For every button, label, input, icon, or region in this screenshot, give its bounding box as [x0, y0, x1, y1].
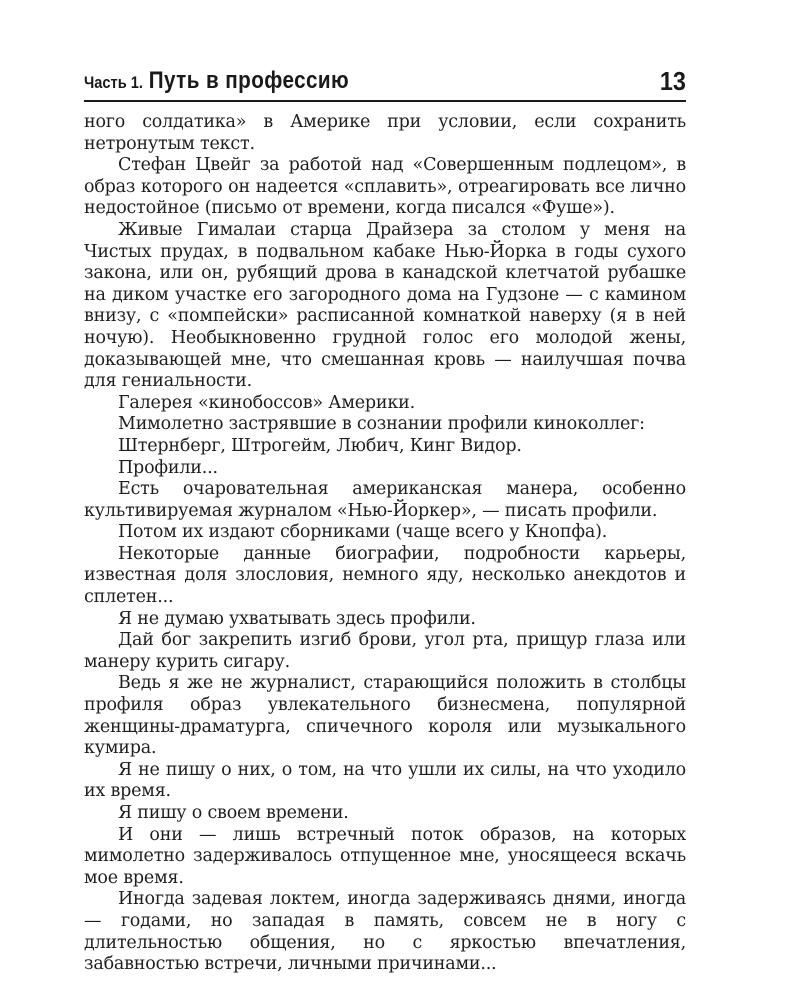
paragraph: Иногда задевая локтем, иногда задерживаясь днями, иногда — годами, но западая в память, совсем не в ногу с длительностью общения, но с яркостью впечатления, забавностью встречи, личными причинами...: [84, 889, 686, 975]
paragraph: Дай бог закрепить изгиб брови, угол рта, прищур глаза или манеру курить сигару.: [84, 630, 686, 672]
paragraph: Я не пишу о них, о том, на что ушли их силы, на что уходило их время.: [84, 759, 686, 802]
paragraph: Потом их издают сборниками (чаще всего у Кнопфа).: [118, 522, 608, 543]
part-label: Часть 1.: [84, 73, 143, 92]
chapter-title: Путь в профессию: [148, 67, 350, 94]
paragraph: Стефан Цвейг за работой над «Совершенным подлецом», в образ которого он надеется «сплавить», отреагировать все лично недостойное (письмо от времени, когда писался «Фуше»).: [84, 155, 686, 219]
paragraph: Некоторые данные биографии, подробности карьеры, известная доля злословия, немного яду, несколько анекдотов и сплетен...: [84, 543, 686, 608]
paragraph: Галерея «кинобоссов» Америки.: [118, 392, 415, 413]
page-number: 13: [659, 66, 686, 96]
paragraph: Живые Гималаи старца Драйзера за столом у меня на Чистых прудах, в подвальном кабаке Нью-Йорка в годы сухого закона, или он, рубящий дрова в канадской клетчатой рубашке на диком участке его загородного дома на Гудзоне — с камином внизу, с «помпейски» расписанной комнаткой наверху (я в ней ночую). Необыкновенно грудной голос его молодой жены, доказывающей мне, что смешанная кровь — наилучшая почва для гениальности.: [84, 219, 686, 392]
paragraph: Штернберг, Штрогейм, Любич, Кинг Видор.: [118, 435, 522, 456]
paragraph: Есть очаровательная американская манера, особенно культивируемая журналом «Нью-Йоркер», — писать профили.: [84, 479, 686, 521]
paragraph: ного солдатика» в Америке при условии, если сохранить нетронутым текст.: [84, 112, 686, 154]
running-header: [84, 66, 686, 102]
paragraph: Мимолетно застрявшие в сознании профили киноколлег:: [118, 414, 645, 435]
header-chapter: [84, 67, 349, 95]
body-text: [84, 112, 686, 976]
paragraph: Профили...: [118, 457, 218, 478]
paragraph: И они — лишь встречный поток образов, на которых мимолетно задерживалось отпущенное мне, уносящееся вскачь мое время.: [84, 824, 686, 888]
paragraph: Ведь я же не журналист, старающийся положить в столбцы профиля образ увлекательного бизнесмена, популярной женщины-драматурга, спичечного короля или музыкального кумира.: [84, 673, 686, 759]
paragraph: Я не думаю ухватывать здесь профили.: [118, 608, 476, 629]
paragraph: Я пишу о своем времени.: [118, 803, 349, 823]
